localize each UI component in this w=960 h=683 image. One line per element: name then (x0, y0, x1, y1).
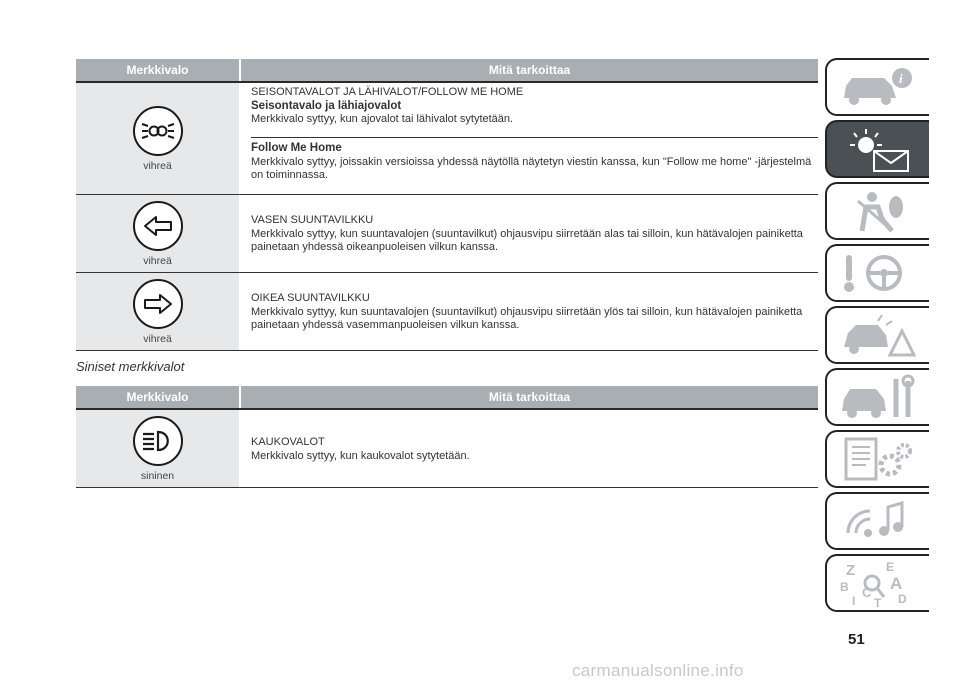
tab-start-drive[interactable] (825, 244, 929, 302)
table-row (76, 195, 818, 273)
indicator-color: sininen (140, 469, 175, 482)
tab-safety[interactable] (825, 182, 929, 240)
tab-warning-lights[interactable] (825, 120, 929, 178)
block-title: OIKEA SUUNTAVILKKU (251, 292, 370, 304)
block-subtitle: Follow Me Home (251, 142, 342, 154)
indicator-color: vihreä (143, 254, 172, 267)
index-letter: D (898, 592, 907, 606)
watermark: carmanualsonline.info (572, 661, 744, 680)
headlamp-low-beam-icon (140, 120, 176, 142)
tab-maintenance[interactable] (825, 368, 929, 426)
indicator-circle (133, 106, 183, 156)
header-indicator: Merkkivalo (76, 386, 239, 408)
meaning-cell (239, 410, 818, 487)
block-text: Merkkivalo syttyy, kun suuntavalojen (suuntavilkut) ohjausvipu siirretään ylös tai silloin, kun hätävalojen painiketta painetaan yhdessä vasemmanpuoleisen vilkun kanssa. (251, 305, 803, 331)
block-title: VASEN SUUNTAVILKKU (251, 214, 374, 226)
headlamp-high-beam-icon (141, 429, 175, 453)
meaning-block (251, 137, 818, 183)
warning-lights-table-blue (76, 386, 818, 488)
indicator-circle (133, 279, 183, 329)
table-row (76, 83, 818, 195)
tab-car-info[interactable] (825, 58, 929, 116)
indicator-circle (133, 201, 183, 251)
safety-airbag-icon (838, 187, 918, 235)
meaning-cell (239, 195, 818, 272)
tab-emergency[interactable] (825, 306, 929, 364)
multimedia-icon (838, 497, 918, 545)
warning-lights-table-green (76, 59, 818, 351)
tab-multimedia[interactable] (825, 492, 929, 550)
page-number: 51 (848, 631, 865, 648)
index-letter: B (840, 580, 849, 594)
indicator-cell (76, 195, 239, 272)
section-title: Siniset merkkivalot (76, 359, 185, 374)
block-subtitle: Seisontavalo ja lähiajovalot (251, 99, 402, 112)
indicator-color: vihreä (143, 159, 172, 172)
block-text: Merkkivalo syttyy, joissakin versioissa yhdessä näytöllä näytetyn viestin kanssa, kun "Follow me home" -järjestelmä on toiminnassa. (251, 155, 812, 181)
car-emergency-icon (838, 311, 918, 359)
meaning-cell (239, 83, 818, 194)
technical-data-icon (838, 435, 918, 483)
header-indicator: Merkkivalo (76, 59, 239, 81)
table-row (76, 410, 818, 488)
meaning-block (251, 83, 818, 137)
block-title: KAUKOVALOT (251, 436, 325, 448)
svg-text:i: i (899, 71, 903, 86)
block-text: Merkkivalo syttyy, kun kaukovalot sytytetään. (251, 449, 470, 462)
indicator-color: vihreä (143, 332, 172, 345)
tab-technical-data[interactable] (825, 430, 929, 488)
table-row (76, 273, 818, 351)
indicator-cell (76, 83, 239, 194)
index-letter: T (874, 596, 882, 609)
block-text: Merkkivalo syttyy, kun suuntavalojen (suuntavilkut) ohjausvipu siirretään alas tai silloin, kun hätävalojen painiketta painetaan yhdessä oikeanpuoleisen vilkun kanssa. (251, 227, 803, 253)
indicator-circle (133, 416, 183, 466)
block-title: SEISONTAVALOT JA LÄHIVALOT/FOLLOW ME HOME (251, 86, 524, 98)
car-maintenance-icon (838, 373, 918, 421)
index-letter: E (886, 560, 895, 574)
indicator-cell (76, 410, 239, 487)
table-header (76, 59, 818, 81)
index-letter: Z (846, 562, 856, 579)
indicator-cell (76, 273, 239, 350)
header-meaning: Mitä tarkoittaa (241, 386, 818, 408)
index-letter: C (862, 585, 872, 600)
key-steering-wheel-icon (838, 249, 918, 297)
left-arrow-icon (143, 215, 173, 237)
alphabetical-index-icon (838, 557, 918, 609)
header-meaning: Mitä tarkoittaa (241, 59, 818, 81)
right-arrow-icon (143, 293, 173, 315)
index-letter: I (852, 594, 856, 608)
meaning-cell (239, 273, 818, 350)
table-header (76, 386, 818, 408)
index-letter: A (890, 574, 903, 593)
warning-light-message-icon (838, 125, 918, 173)
block-text: Merkkivalo syttyy, kun ajovalot tai lähivalot sytytetään. (251, 113, 514, 125)
tab-index[interactable] (825, 554, 929, 612)
car-info-icon (838, 64, 918, 110)
